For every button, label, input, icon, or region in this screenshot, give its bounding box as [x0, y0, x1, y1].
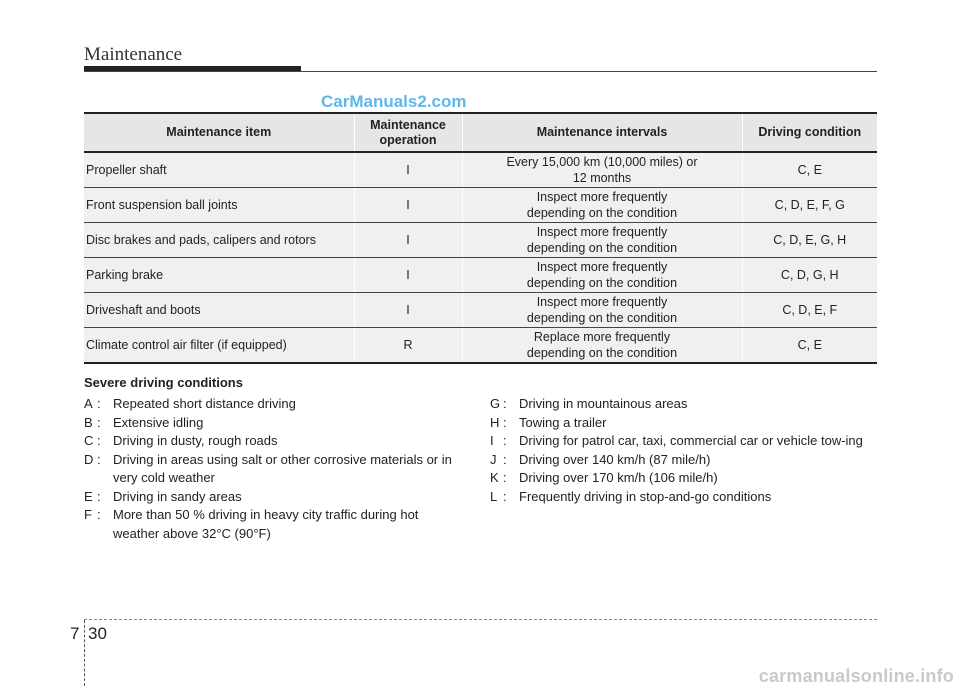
- operation-cell: I: [354, 258, 462, 293]
- condition-text: Towing a trailer: [519, 414, 607, 430]
- interval-cell: [462, 223, 742, 258]
- condition-text: Driving over 140 km/h (87 mile/h): [519, 451, 711, 467]
- condition-text: Repeated short distance driving: [113, 396, 296, 411]
- severe-conditions-heading: Severe driving conditions: [84, 375, 243, 390]
- condition-cell: C, D, G, H: [742, 258, 877, 293]
- interval-line-2: depending on the condition: [526, 346, 678, 360]
- separator: :: [503, 488, 507, 504]
- condition-text: Frequently driving in stop-and-go conditions: [519, 488, 772, 504]
- condition-cell: C, D, E, G, H: [742, 223, 877, 258]
- list-item: [490, 488, 880, 507]
- condition-letter: A: [84, 396, 93, 411]
- column-header-intervals: Maintenance intervals: [462, 113, 742, 152]
- watermark-top: CarManuals2.com: [321, 92, 467, 111]
- condition-letter: G: [490, 396, 501, 411]
- item-cell: Driveshaft and boots: [84, 293, 354, 328]
- condition-text: Driving in mountainous areas: [519, 396, 688, 411]
- condition-letter: J: [490, 451, 497, 467]
- operation-cell: I: [354, 188, 462, 223]
- condition-letter: L: [490, 488, 498, 504]
- condition-text: Driving over 170 km/h (106 mile/h): [519, 470, 718, 485]
- separator: :: [97, 507, 101, 522]
- condition-letter: C: [84, 433, 94, 448]
- item-cell: Disc brakes and pads, calipers and rotors: [84, 223, 354, 258]
- interval-line-1: Replace more frequently: [533, 330, 671, 344]
- condition-letter: I: [490, 433, 494, 448]
- interval-cell: [462, 258, 742, 293]
- table-row: [84, 328, 877, 364]
- item-cell: Parking brake: [84, 258, 354, 293]
- table-row: [84, 188, 877, 223]
- interval-line-1: Inspect more frequently: [536, 295, 668, 309]
- condition-cell: C, E: [742, 328, 877, 364]
- condition-letter: H: [490, 414, 500, 430]
- condition-letter: E: [84, 488, 93, 504]
- interval-line-2: depending on the condition: [526, 311, 678, 325]
- interval-cell: [462, 152, 742, 188]
- condition-letter: B: [84, 414, 93, 430]
- column-header-operation: Maintenance operation: [354, 113, 462, 152]
- list-item: [490, 414, 880, 433]
- table-row: [84, 152, 877, 188]
- interval-cell: [462, 293, 742, 328]
- interval-line-1: Inspect more frequently: [536, 225, 668, 239]
- operation-cell: I: [354, 152, 462, 188]
- table-row: [84, 258, 877, 293]
- condition-text: Driving for patrol car, taxi, commercial car or vehicle tow-ing: [519, 433, 863, 448]
- list-item: [84, 395, 464, 414]
- header-rule: [84, 71, 877, 72]
- separator: :: [503, 470, 507, 485]
- condition-text: Driving in areas using salt or other corrosive materials or in very cold weather: [113, 451, 452, 485]
- column-header-condition: Driving condition: [742, 113, 877, 152]
- interval-cell: [462, 188, 742, 223]
- list-item: [84, 432, 464, 451]
- table-row: [84, 293, 877, 328]
- separator: :: [503, 433, 507, 448]
- interval-line-2: depending on the condition: [526, 206, 678, 220]
- interval-line-1: Inspect more frequently: [536, 260, 668, 274]
- condition-letter: K: [490, 470, 499, 485]
- item-cell: Front suspension ball joints: [84, 188, 354, 223]
- separator: :: [97, 451, 101, 467]
- condition-cell: C, E: [742, 152, 877, 188]
- condition-text: Driving in sandy areas: [113, 488, 242, 504]
- watermark-bottom: carmanualsonline.info: [758, 666, 954, 686]
- interval-line-2: depending on the condition: [526, 276, 678, 290]
- list-item: [84, 488, 464, 507]
- maintenance-table: [84, 112, 877, 364]
- severe-conditions-left-list: [84, 395, 464, 543]
- list-item: [490, 451, 880, 470]
- list-item: [84, 506, 464, 543]
- separator: :: [503, 396, 507, 411]
- operation-cell: I: [354, 223, 462, 258]
- footer-divider: [84, 620, 85, 686]
- page-section-title: Maintenance: [84, 44, 183, 65]
- interval-line-2: depending on the condition: [526, 241, 678, 255]
- interval-line-1: Inspect more frequently: [536, 190, 668, 204]
- list-item: [490, 432, 880, 451]
- interval-line-2: 12 months: [572, 171, 632, 185]
- separator: :: [503, 414, 507, 430]
- condition-text: Extensive idling: [113, 414, 204, 430]
- condition-text: Driving in dusty, rough roads: [113, 433, 278, 448]
- operation-cell: R: [354, 328, 462, 364]
- condition-cell: C, D, E, F, G: [742, 188, 877, 223]
- interval-line-1: Every 15,000 km (10,000 miles) or: [506, 155, 698, 169]
- list-item: [84, 414, 464, 433]
- page-number: 30: [88, 624, 107, 643]
- condition-letter: F: [84, 507, 92, 522]
- separator: :: [97, 414, 101, 430]
- separator: :: [97, 488, 101, 504]
- chapter-number: 7: [70, 624, 80, 643]
- separator: :: [97, 433, 101, 448]
- operation-cell: I: [354, 293, 462, 328]
- condition-letter: D: [84, 451, 94, 467]
- list-item: [84, 451, 464, 488]
- separator: :: [503, 451, 507, 467]
- table-row: [84, 223, 877, 258]
- footer-rule: [84, 619, 877, 620]
- item-cell: Propeller shaft: [84, 152, 354, 188]
- column-header-item: Maintenance item: [84, 113, 354, 152]
- condition-cell: C, D, E, F: [742, 293, 877, 328]
- interval-cell: [462, 328, 742, 364]
- item-cell: Climate control air filter (if equipped): [84, 328, 354, 364]
- list-item: [490, 395, 880, 414]
- severe-conditions-right-list: [490, 395, 880, 506]
- list-item: [490, 469, 880, 488]
- table-header-row: [84, 113, 877, 152]
- condition-text: More than 50 % driving in heavy city traffic during hot weather above 32°C (90°F): [113, 507, 419, 541]
- separator: :: [97, 396, 101, 411]
